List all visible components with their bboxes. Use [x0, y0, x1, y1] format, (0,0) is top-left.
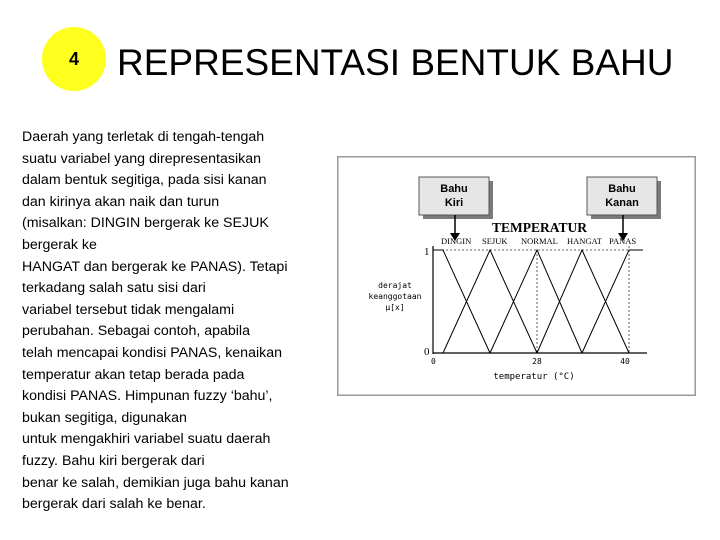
curve-panas-right-shoulder	[582, 250, 643, 353]
curve-normal	[490, 250, 582, 353]
slide-number-badge	[42, 27, 106, 91]
x-tick-40: 40	[620, 357, 630, 366]
body-line: untuk mengakhiri variabel suatu daerah	[22, 431, 271, 448]
body-line: (misalkan: DINGIN bergerak ke SEJUK	[22, 215, 269, 232]
body-line: temperatur akan tetap berada pada	[22, 366, 245, 383]
body-line: variabel tersebut tidak mengalami	[22, 301, 235, 318]
set-label-panas: PANAS	[609, 236, 637, 246]
set-label-hangat: HANGAT	[567, 236, 602, 246]
x-origin-mark: 0	[431, 357, 436, 366]
right-shoulder-box	[587, 177, 661, 219]
body-line: perubahan. Sebagai contoh, apabila	[22, 323, 250, 340]
shoulder-membership-figure	[337, 156, 696, 396]
set-label-dingin: DINGIN	[441, 236, 472, 246]
right-box-line-2: Kanan	[605, 197, 639, 209]
body-line: dalam bentuk segitiga, pada sisi kanan	[22, 172, 267, 189]
set-label-sejuk: SEJUK	[482, 236, 508, 246]
x-axis-label: temperatur (°C)	[493, 372, 575, 382]
left-box-line-2: Kiri	[444, 197, 464, 209]
body-line: Daerah yang terletak di tengah-tengah	[22, 129, 265, 145]
curve-dingin-left-shoulder	[433, 250, 490, 353]
body-line: benar ke salah, demikian juga bahu kanan	[22, 474, 289, 491]
slide-title: REPRESENTASI BENTUK BAHU	[117, 42, 674, 83]
slide-number: 4	[68, 48, 79, 69]
membership-diagram	[337, 156, 696, 396]
body-line: bergerak ke	[22, 236, 97, 253]
right-box-line-1: Bahu	[608, 183, 636, 195]
body-line: suatu variabel yang direpresentasikan	[22, 150, 261, 167]
y-axis-label-1: derajat	[378, 281, 412, 290]
y-axis-label-2: keanggotaan	[368, 292, 422, 301]
left-shoulder-box	[419, 177, 493, 219]
set-label-normal: NORMAL	[521, 236, 558, 246]
body-line: dan kirinya akan naik dan turun	[22, 193, 220, 210]
body-line: kondisi PANAS. Himpunan fuzzy ‘bahu’,	[22, 388, 273, 405]
diagram-title: TEMPERATUR	[492, 220, 588, 235]
body-paragraph	[22, 127, 337, 516]
body-line: bergerak dari salah ke benar.	[22, 496, 206, 513]
y-tick-0: 0	[424, 346, 430, 358]
curve-sejuk	[443, 250, 537, 353]
body-line: bukan segitiga, digunakan	[22, 409, 187, 426]
body-line: telah mencapai kondisi PANAS, kenaikan	[22, 344, 282, 361]
left-box-line-1: Bahu	[440, 183, 468, 195]
y-axis-label-3: µ[x]	[385, 303, 405, 312]
curve-hangat	[537, 250, 629, 353]
body-line: fuzzy. Bahu kiri bergerak dari	[22, 452, 205, 469]
x-tick-28: 28	[532, 357, 542, 366]
body-line: terkadang salah satu sisi dari	[22, 280, 206, 297]
body-line: HANGAT dan bergerak ke PANAS). Tetapi	[22, 258, 288, 275]
y-tick-1: 1	[424, 246, 430, 258]
